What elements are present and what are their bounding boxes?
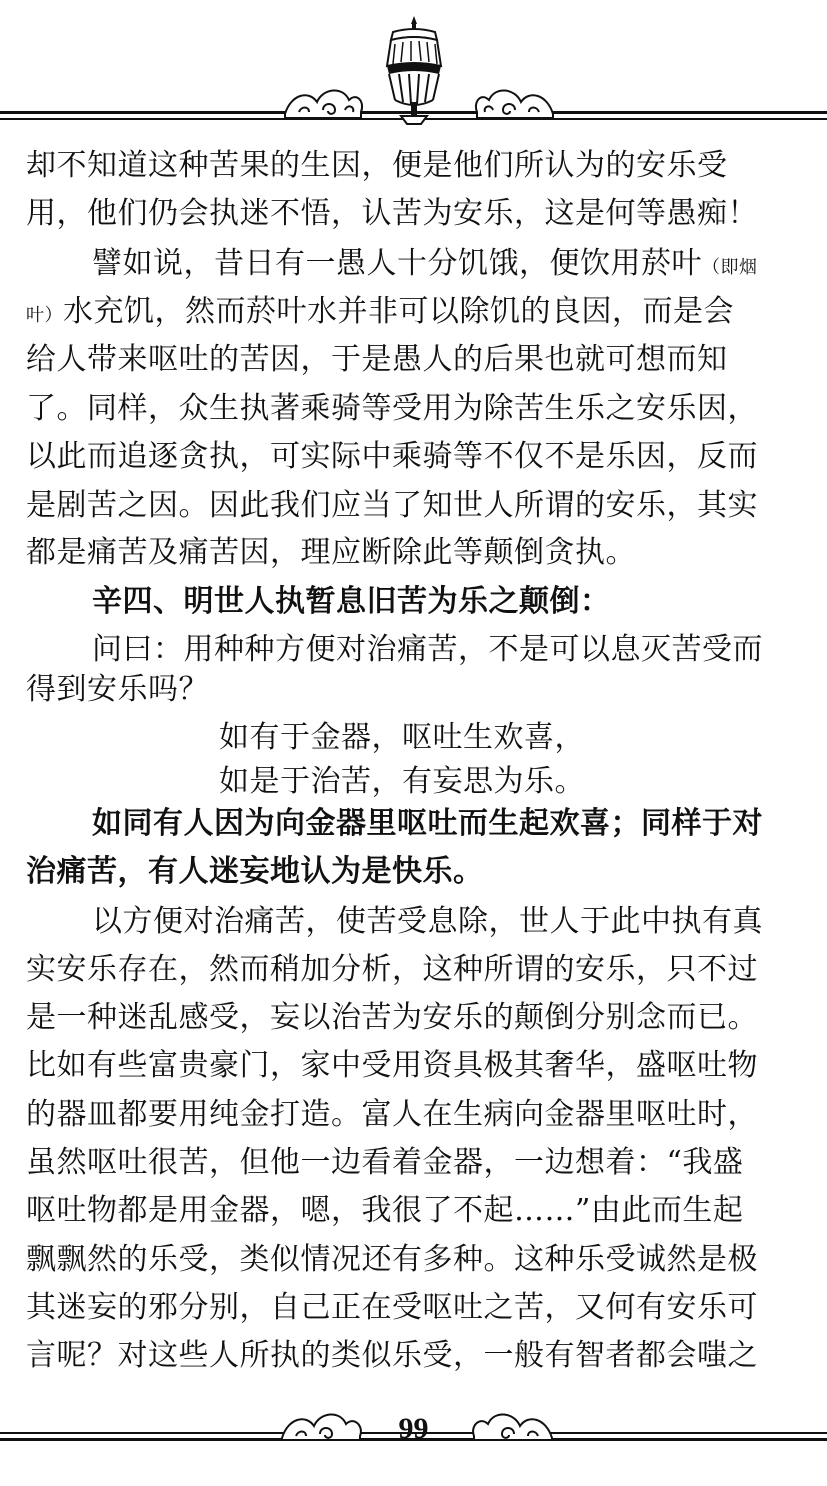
body-line: 以此而追逐贪执，可实际中乘骑等不仅不是乐因，反而	[26, 439, 758, 474]
victory-banner-icon	[381, 14, 447, 126]
body-line	[92, 244, 758, 284]
body-line: 用，他们仍会执迷不悟，认苦为安乐，这是何等愚痴！	[26, 196, 758, 231]
verse-line: 如有于金器，呕吐生欢喜，	[219, 720, 585, 755]
body-line: 实安乐存在，然而稍加分析，这种所谓的安乐，只不过	[26, 952, 758, 987]
body-line: 给人带来呕吐的苦因，于是愚人的后果也就可想而知	[26, 342, 728, 377]
body-line: 以方便对治痛苦，使苦受息除，世人于此中执有真	[92, 904, 763, 939]
page-number: 99	[398, 1412, 429, 1445]
question-line: 得到安乐吗？	[26, 672, 209, 707]
body-line: 言呢？对这些人所执的类似乐受，一般有智者都会嗤之	[26, 1338, 758, 1373]
cloud-scroll-icon	[283, 84, 365, 120]
body-text-run: 譬如说，昔日有一愚人十分饥饿，便饮用菸叶	[92, 246, 702, 281]
cloud-scroll-icon	[473, 84, 555, 120]
body-line: 都是痛苦及痛苦因，理应断除此等颠倒贪执。	[26, 535, 636, 570]
body-line: 飘飘然的乐受，类似情况还有多种。这种乐受诚然是极	[26, 1242, 758, 1277]
gloss-line: 如同有人因为向金器里呕吐而生起欢喜；同样于对	[92, 806, 763, 841]
body-line: 是一种迷乱感受，妄以治苦为安乐的颠倒分别念而已。	[26, 1000, 758, 1035]
body-line: 却不知道这种苦果的生因，便是他们所认为的安乐受	[26, 148, 728, 183]
body-line: 呕吐物都是用金器，嗯，我很了不起……”由此而生起	[26, 1193, 744, 1228]
body-text-run: 水充饥，然而菸叶水并非可以除饥的良因，而是会	[63, 294, 734, 329]
body-line: 是剧苦之因。因此我们应当了知世人所谓的安乐，其实	[26, 488, 758, 523]
inline-note: （即烟	[702, 257, 758, 278]
section-heading: 辛四、明世人执暂息旧苦为乐之颠倒：	[92, 584, 611, 619]
body-line: 虽然呕吐很苦，但他一边看着金器，一边想着：“我盛	[26, 1145, 744, 1180]
cloud-scroll-icon	[470, 1406, 554, 1442]
body-line: 其迷妄的邪分别，自己正在受呕吐之苦，又何有安乐可	[26, 1290, 758, 1325]
question-line: 问曰：用种种方便对治痛苦，不是可以息灭苦受而	[92, 632, 763, 667]
body-line: 的器皿都要用纯金打造。富人在生病向金器里呕吐时，	[26, 1097, 758, 1132]
body-line	[26, 292, 734, 332]
body-line: 比如有些富贵豪门，家中受用资具极其奢华，盛呕吐物	[26, 1048, 758, 1083]
body-line: 了。同样，众生执著乘骑等受用为除苦生乐之安乐因，	[26, 391, 758, 426]
inline-note: 叶）	[26, 305, 63, 326]
gloss-line: 治痛苦，有人迷妄地认为是快乐。	[26, 854, 484, 889]
verse-line: 如是于治苦，有妄思为乐。	[219, 764, 585, 799]
